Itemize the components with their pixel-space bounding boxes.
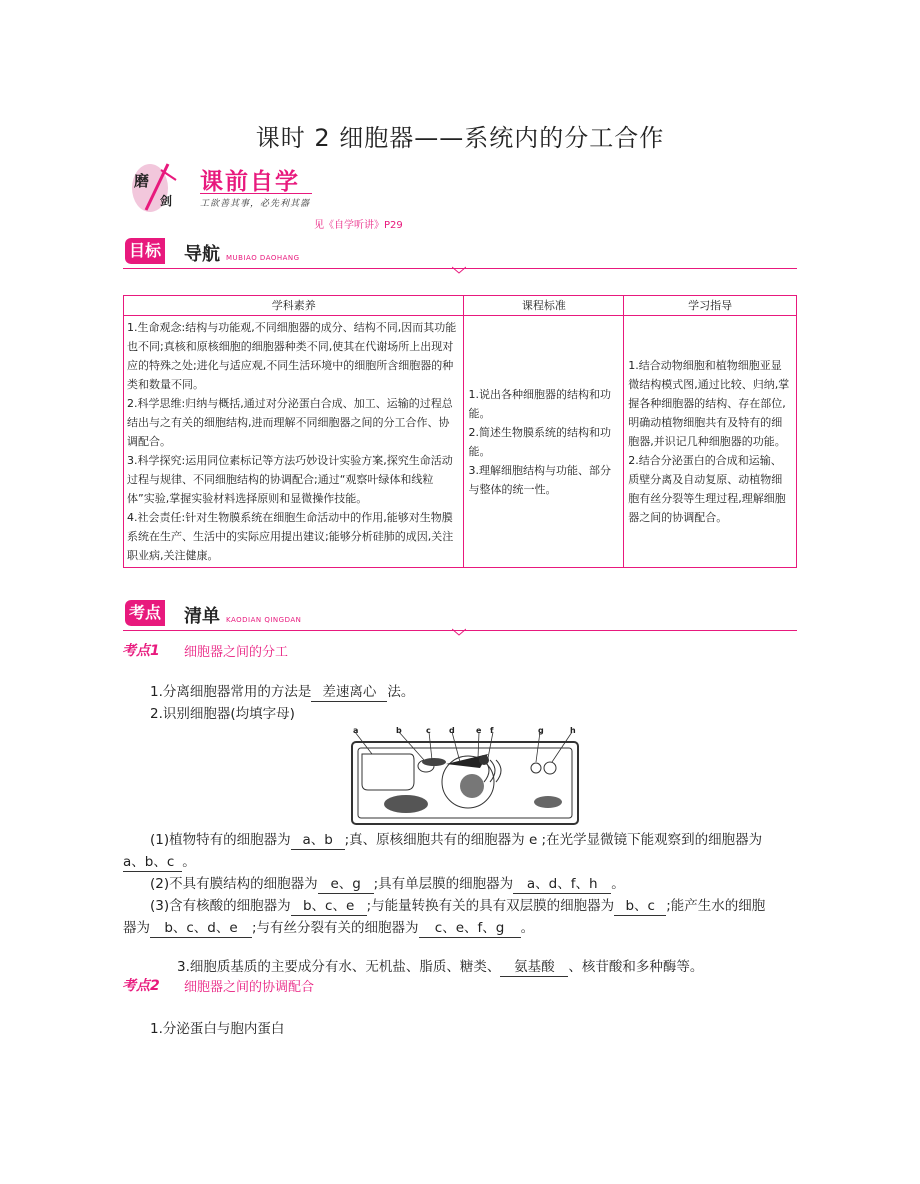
kp1-p1-line1 <box>150 829 762 851</box>
kp1-p1-mid: ;真、原核细胞共有的细胞器为 e ;在光学显微镜下能观察到的细胞器为 <box>344 832 763 848</box>
guidance-item: 1.结合动物细胞和植物细胞亚显微结构模式图,通过比较、归纳,掌握各种细胞器的结构、存在部位,明确动植物细胞共有及特有的细胞器,并识记几种细胞器的功能。 <box>628 359 790 448</box>
answer-blank: 氨基酸 <box>500 959 568 977</box>
diagram-label-d: d <box>449 726 455 735</box>
section-rule <box>200 193 312 194</box>
guidance-item: 2.结合分泌蛋白的合成和运输、质壁分离及自动复原、动植物细胞有丝分裂等生理过程,理解细胞器之间的协调配合。 <box>628 454 786 524</box>
standard-item: 3.理解细胞结构与功能、部分与整体的统一性。 <box>468 463 611 496</box>
guidance-cell <box>624 316 797 568</box>
kp1-p3-line2 <box>123 917 534 939</box>
nav-badge: 目标 <box>125 238 165 264</box>
header-literacy: 学科素养 <box>124 296 464 316</box>
checklist-divider-notch-icon <box>452 628 466 636</box>
lesson-title: 课时 2 细胞器——系统内的分工合作 <box>255 124 665 152</box>
diagram-label-h: h <box>570 726 576 735</box>
header-standard: 课程标准 <box>464 296 624 316</box>
kp1-p2-post: 。 <box>611 876 625 892</box>
kp1-p3-line2-pre: 器为 <box>123 920 150 936</box>
kp1-q1-pre: 1.分离细胞器常用的方法是 <box>150 684 312 700</box>
kp1-q1 <box>150 681 414 703</box>
kp1-p1-post: 。 <box>182 854 196 870</box>
section-slogan: 工欲善其事，必先利其器 <box>200 199 311 209</box>
table-row <box>124 316 797 568</box>
kp2-badge: 考点2 <box>122 978 160 994</box>
answer-blank: a、b、c <box>123 854 182 872</box>
diagram-label-e: e <box>476 726 482 735</box>
kp1-p3-mid: ;与能量转换有关的具有双层膜的细胞器为 <box>366 898 615 914</box>
kp1-p3-line1 <box>150 895 765 917</box>
objectives-table <box>123 295 797 568</box>
checklist-bold-title: 清单 <box>184 606 220 627</box>
literacy-item: 2.科学思维:归纳与概括,通过对分泌蛋白合成、加工、运输的过程总结出与之有关的细胞结构,进而理解不同细胞器之间的分工合作、协调配合。 <box>127 397 453 448</box>
kp1-q1-post: 法。 <box>387 684 415 700</box>
literacy-item: 4.社会责任:针对生物膜系统在细胞生命活动中的作用,能够对生物膜系统在生产、生活中的实际应用提出建议;能够分析硅肺的成因,关注职业病,关注健康。 <box>127 511 454 562</box>
checklist-badge: 考点 <box>125 600 165 626</box>
kp1-p2-pre: (2)不具有膜结构的细胞器为 <box>150 876 318 892</box>
standard-cell <box>464 316 624 568</box>
kp1-q3 <box>177 956 703 978</box>
literacy-item: 1.生命观念:结构与功能观,不同细胞器的成分、结构不同,因而其功能也不同;真核和原核细胞的细胞器种类不同,使其在代谢场所上出现对应的特殊之处;进化与适应观,不同生活环境中的细胞所含细胞器的种类和数量不同。 <box>127 321 457 391</box>
literacy-item: 3.科学探究:运用同位素标记等方法巧妙设计实验方案,探究生命活动过程与规律、不同细胞结构的协调配合;通过“观察叶绿体和线粒体”实验,掌握实验材料选择原则和显微操作技能。 <box>127 454 453 505</box>
standard-item: 2.简述生物膜系统的结构和功能。 <box>468 425 611 458</box>
nav-pinyin: MUBIAO DAOHANG <box>226 254 300 262</box>
kp1-title: 细胞器之间的分工 <box>184 645 289 660</box>
organelle-diagram <box>348 724 584 828</box>
section-name: 课前自学 <box>200 169 300 195</box>
literacy-cell <box>124 316 464 568</box>
kp1-badge: 考点1 <box>122 643 160 659</box>
answer-blank: b、c <box>614 898 666 916</box>
standard-item: 1.说出各种细胞器的结构和功能。 <box>468 387 611 420</box>
diagram-label-g: g <box>538 726 544 735</box>
kp2-title: 细胞器之间的协调配合 <box>184 980 315 995</box>
header-guidance: 学习指导 <box>624 296 797 316</box>
answer-blank: c、e、f、g <box>419 920 521 938</box>
diagram-label-c: c <box>426 726 431 735</box>
checklist-pinyin: KAODIAN QINGDAN <box>226 616 302 624</box>
kp1-p3-mid2: ;能产生水的细胞 <box>666 898 766 914</box>
answer-blank: a、d、f、h <box>513 876 611 894</box>
kp2-q1: 1.分泌蛋白与胞内蛋白 <box>150 1021 285 1037</box>
nav-bold-title: 导航 <box>184 244 220 265</box>
diagram-label-a: a <box>353 726 359 735</box>
kp1-q3-post: 、核苷酸和多种酶等。 <box>568 959 704 975</box>
answer-blank: b、c、e <box>291 898 367 916</box>
kp1-p2 <box>150 873 625 895</box>
kp1-q2: 2.识别细胞器(均填字母) <box>150 706 295 722</box>
kp1-p3-pre: (3)含有核酸的细胞器为 <box>150 898 291 914</box>
kp1-p3-post: 。 <box>520 920 535 936</box>
kp1-p3-mid3: ;与有丝分裂有关的细胞器为 <box>252 920 419 936</box>
nav-divider-notch-icon <box>452 266 466 274</box>
diagram-label-f: f <box>490 726 494 735</box>
answer-blank: e、g <box>318 876 374 894</box>
kp1-p1-pre: (1)植物特有的细胞器为 <box>150 832 291 848</box>
logo-char-1: 磨 <box>134 172 150 190</box>
logo-char-2: 剑 <box>160 194 173 208</box>
answer-blank: b、c、d、e <box>150 920 252 938</box>
answer-blank: a、b <box>291 832 345 850</box>
table-header-row <box>124 296 797 316</box>
diagram-label-b: b <box>396 726 402 735</box>
answer-blank: 差速离心 <box>311 684 387 702</box>
reference-link[interactable]: 见《自学听讲》P29 <box>314 220 403 231</box>
kp1-p2-mid: ;具有单层膜的细胞器为 <box>373 876 514 892</box>
kp1-p1-line2 <box>123 851 196 873</box>
kp1-q3-pre: 3.细胞质基质的主要成分有水、无机盐、脂质、糖类、 <box>177 959 501 975</box>
